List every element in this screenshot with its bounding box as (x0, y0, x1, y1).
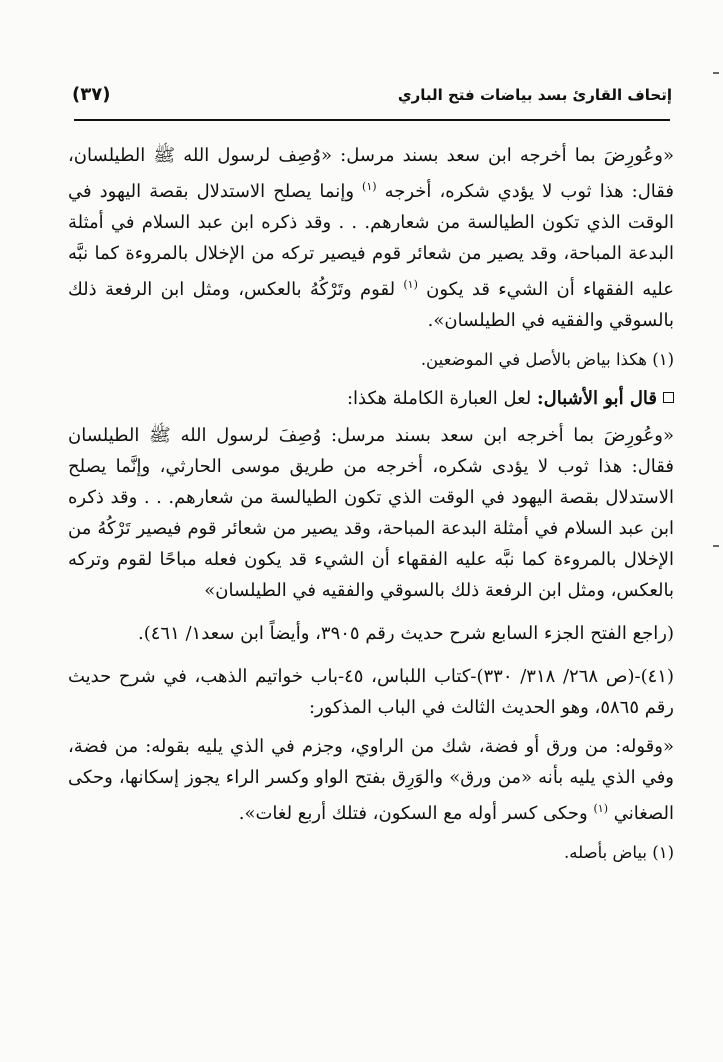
quote-text: وحكى كسر أوله مع السكون، فتلك أربع لغات». (238, 803, 594, 824)
footnote-ref: (١) (362, 180, 377, 193)
quote-paragraph-1 (68, 140, 674, 336)
reference-note: (راجع الفتح الجزء السابع شرح حديث رقم ٣٩٠٥، وأيضاً ابن سعد١/ ٤٦١). (137, 623, 674, 644)
quote-paragraph-2: «وعُورِضَ بما أخرجه ابن سعد بسند مرسل: وُصِفَ لرسول الله ﷺ الطيلسان فقال: هذا ثوب لا يؤدى شكره، أخرجه من طريق موسى الحارثي، وإنَّما يصلح الاستدلال بقصة اليهود في الوقت الذي تكون الطيالسة من شعارهم. . . وقد ذكره ابن عبد السلام في أمثلة البدعة المباحة، وقد يصير من شعائر قوم فيصير تَرْكُهُ من الإخلال بالمروءة كما نبَّه عليه الفقهاء أن الشيء قد يكون فعله مباحًا لقوم وتركه بالعكس، ومثل ابن الرفعة ذلك بالسوقي والفقيه في الطيلسان» (68, 425, 674, 601)
margin-mark (713, 72, 719, 74)
quote-text: لقوم وتَرْكُهُ بالعكس، ومثل ابن الرفعة ذلك بالسوقي والفقيه في الطيلسان». (68, 279, 674, 331)
quote-text: «وعُورِضَ بما أخرجه ابن سعد بسند مرسل: «وُصِف لرسول الله ﷺ الطيلسان، فقال: هذا ثوب لا يؤدي شكره، أخرجه (68, 145, 674, 202)
square-bullet-icon (663, 392, 674, 403)
page-body (68, 140, 674, 867)
page-number: (٣٧) (72, 84, 111, 105)
entry-41-heading: (٤١)-(ص ٢٦٨/ ٣١٨/ ٣٣٠)-كتاب اللباس، ٤٥-باب خواتيم الذهب، في شرح حديث رقم ٥٨٦٥، وهو الحديث الثالث في الباب المذكور: (68, 666, 674, 718)
commentary-intro: لعل العبارة الكاملة هكذا: (346, 388, 537, 409)
margin-mark (713, 545, 719, 547)
page-header (72, 82, 672, 112)
commentator-label: قال أبو الأشبال: (537, 388, 657, 409)
commentary-heading (68, 384, 674, 414)
footnote-1: (١) هكذا بياض بالأصل في الموضعين. (420, 350, 674, 369)
quote-text: «وقوله: من ورق أو فضة، شك من الراوي، وجزم في الذي يليه بقوله: من فضة، وفي الذي يليه بأنه «من ورق» والوَرِق بفتح الواو وكسر الراء يجوز إسكانها، وحكى الصغاني (68, 736, 674, 824)
footnote-2: (١) بياض بأصله. (564, 843, 674, 862)
footnote-ref: (١) (593, 802, 608, 815)
header-rule (74, 119, 670, 121)
running-title: إتحاف القارئ بسد بياضات فتح الباري (397, 86, 672, 104)
quote-paragraph-3 (68, 731, 674, 829)
footnote-ref: (١) (403, 278, 418, 291)
quote-text: وإنما يصلح الاستدلال بقصة اليهود في الوقت الذي تكون الطيالسة من شعارهم. . . وقد ذكره ابن عبد السلام في أمثلة البدعة المباحة، وقد يصير من شعائر قوم فيصير تركه من الإخلال بالمروءة كما نبَّه عليه الفقهاء أن الشيء قد يكون (68, 181, 675, 300)
